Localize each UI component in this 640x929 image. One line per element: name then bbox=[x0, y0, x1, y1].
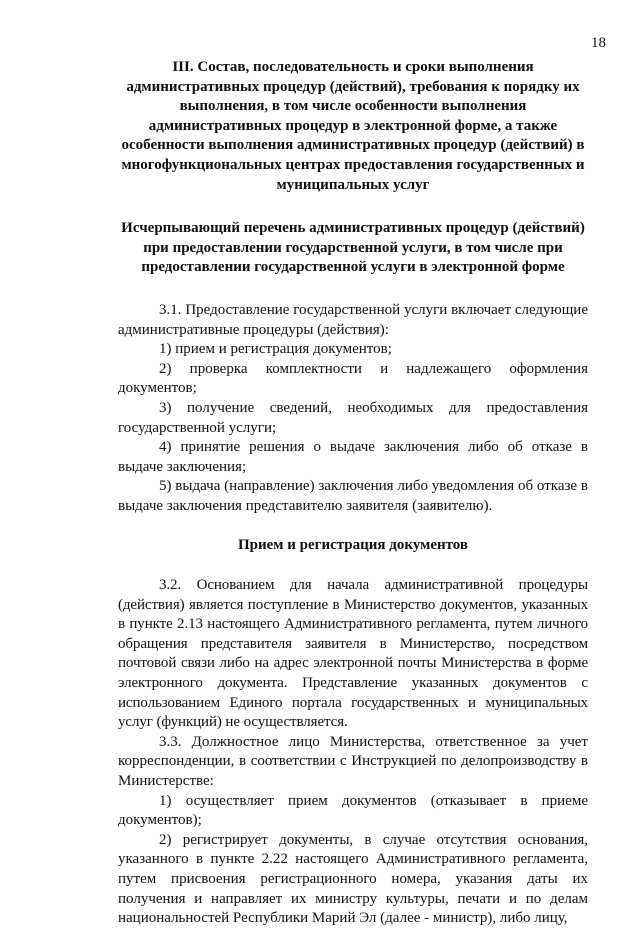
list-item-3: 3) получение сведений, необходимых для предоставления государственной услуги; bbox=[118, 399, 588, 436]
section-title: III. Состав, последовательность и сроки выполнения административных процедур (действий), требования к порядку их выполнения, в том числе особенности выполнения административных процедур в электронной форме, а также особенности выполнения административных процедур (действий) в многофункциональных центрах предоставления государственных и муниципальных услуг bbox=[121, 59, 585, 193]
paragraph-3-2: 3.2. Основанием для начала административной процедуры (действия) является поступление в Министерство документов, указанных в пункте 2.13 настоящего Административного регламента, путем личного обращения представителя заявителя в Министерство, посредством почтовой связи либо на адрес электронной почты Министерства в форме электронного документа. Представление указанных документов с использованием Единого портала государственных и муниципальных услуг (функций) не осуществляется. bbox=[118, 577, 588, 731]
list-item-accept: 1) осуществляет прием документов (отказывает в приеме документов); bbox=[118, 792, 588, 829]
list-item-4: 4) принятие решения о выдаче заключения либо об отказе в выдаче заключения; bbox=[118, 439, 588, 475]
list-item-1: 1) прием и регистрация документов; bbox=[159, 341, 392, 358]
subsection-title: Исчерпывающий перечень административных процедур (действий) при предоставлении государственной услуги, в том числе при предоставлении государственной услуги в электронной форме bbox=[121, 220, 585, 276]
document-body bbox=[118, 58, 588, 929]
paragraph-3-3: 3.3. Должностное лицо Министерства, ответственное за учет корреспонденции, в соответствии с Инструкцией по делопроизводству в Министерстве: bbox=[118, 733, 588, 789]
reception-title: Прием и регистрация документов bbox=[237, 537, 469, 554]
list-item-2: 2) проверка комплектности и надлежащего оформления документов; bbox=[118, 360, 588, 397]
list-item-register: 2) регистрирует документы, в случае отсутствия основания, указанного в пункте 2.22 настоящего Административного регламента, путем присвоения регистрационного номера, указания даты их получения и направляет их министру культуры, печати и по делам национальностей Республики Марий Эл (далее - министр), либо лицу, bbox=[118, 831, 588, 927]
paragraph-3-1: 3.1. Предоставление государственной услуги включает следующие административные процедуры (действия): bbox=[118, 301, 588, 338]
page-number: 18 bbox=[591, 35, 606, 51]
list-item-5: 5) выдача (направление) заключения либо уведомления об отказе в выдаче заключения представителю заявителя (заявителю). bbox=[118, 478, 588, 514]
